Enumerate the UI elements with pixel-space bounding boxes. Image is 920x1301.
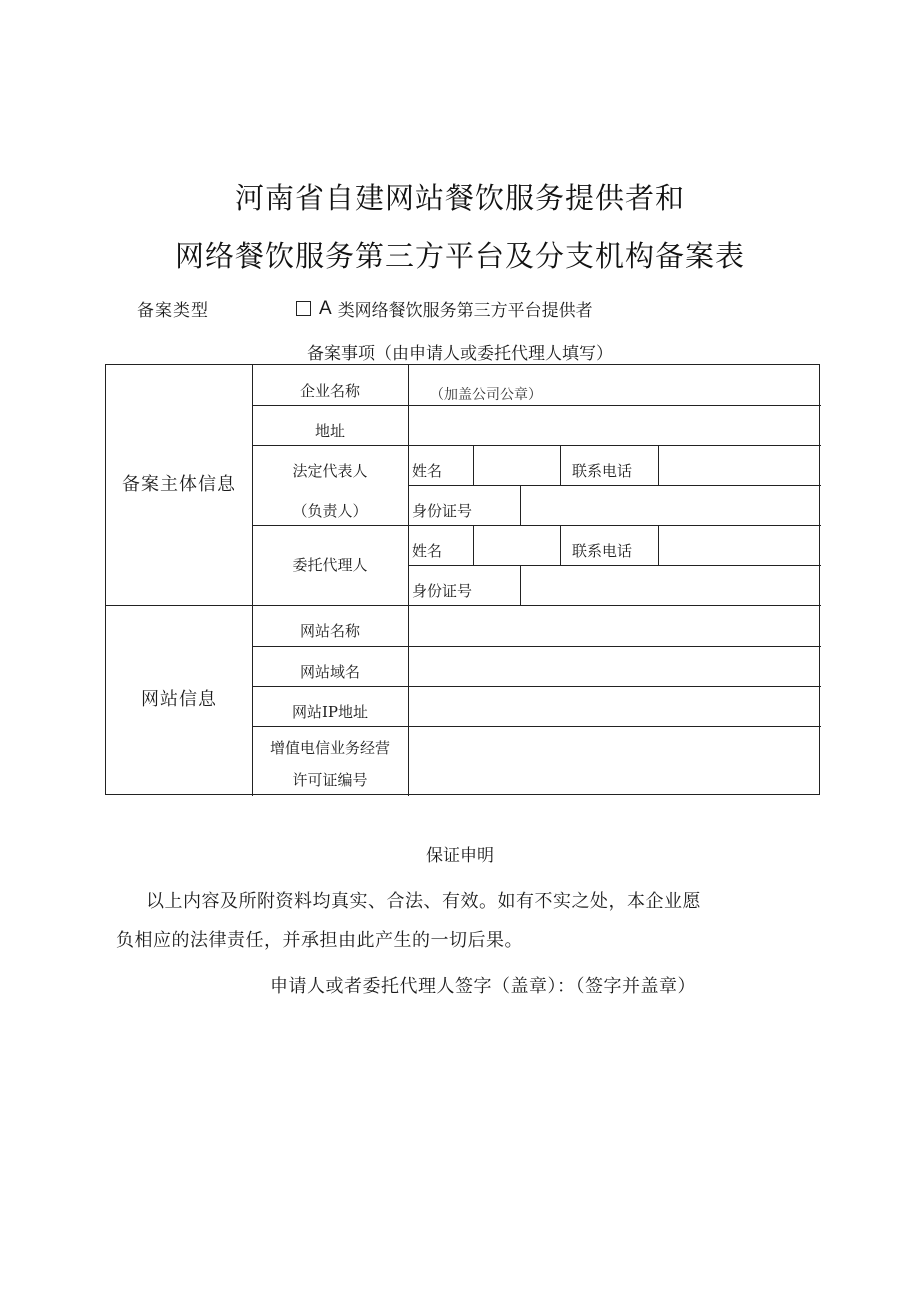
agent-id-label: 身份证号: [412, 582, 473, 600]
agent-phone-field[interactable]: [659, 526, 820, 564]
filing-table: [105, 364, 820, 795]
site-domain-label: 网站域名: [299, 663, 360, 681]
license-sublabel: 许可证编号: [292, 771, 368, 789]
filing-type-label: 备案类型: [137, 301, 209, 321]
agent-name-field[interactable]: [474, 526, 560, 564]
signature-line[interactable]: 申请人或者委托代理人签字（盖章）：（签字并盖章）: [270, 976, 696, 997]
agent-phone-label: 联系电话: [572, 542, 633, 560]
entity-info-group-label: 备案主体信息: [122, 474, 236, 495]
guarantee-text-line-1: 以上内容及所附资料均真实、合法、有效。如有不实之处，本企业愿: [146, 891, 701, 912]
legal-rep-name-label: 姓名: [412, 462, 443, 480]
filing-type-checkbox[interactable]: [296, 301, 311, 316]
guarantee-title: 保证申明: [426, 846, 494, 866]
address-label: 地址: [314, 422, 345, 440]
col-divider-phone-1: [560, 445, 561, 485]
guarantee-text-line-2: 负相应的法律责任，并承担由此产生的一切后果。: [116, 930, 523, 951]
agent-id-field[interactable]: [521, 566, 820, 604]
legal-rep-id-label: 身份证号: [412, 502, 473, 520]
legal-rep-phone-label: 联系电话: [572, 462, 633, 480]
legal-rep-name-field[interactable]: [474, 446, 560, 484]
page-title-line-2: 网络餐饮服务第三方平台及分支机构备案表: [174, 239, 745, 273]
col-divider-phone-2: [560, 525, 561, 565]
site-domain-field[interactable]: [409, 647, 820, 685]
company-name-field[interactable]: （加盖公司公章）: [430, 386, 542, 402]
legal-rep-sublabel: （负责人）: [292, 502, 368, 520]
site-name-field[interactable]: [409, 606, 820, 645]
page-title-line-1: 河南省自建网站餐饮服务提供者和: [234, 181, 685, 215]
license-label: 增值电信业务经营: [269, 739, 390, 757]
legal-rep-label: 法定代表人: [292, 462, 368, 480]
agent-name-label: 姓名: [412, 542, 443, 560]
site-ip-label: 网站IP地址: [291, 703, 369, 721]
legal-rep-phone-field[interactable]: [659, 446, 820, 484]
company-name-label: 企业名称: [299, 382, 360, 400]
filing-category-letter: A: [319, 297, 332, 319]
address-field[interactable]: [409, 406, 820, 444]
legal-rep-id-field[interactable]: [521, 486, 820, 524]
section-title: 备案事项（由申请人或委托代理人填写）: [307, 344, 613, 364]
filing-type-option[interactable]: [296, 296, 593, 321]
website-info-group-label: 网站信息: [141, 689, 217, 710]
license-number-field[interactable]: [409, 727, 820, 795]
filing-type-option-label: 类网络餐饮服务第三方平台提供者: [337, 301, 593, 321]
agent-label: 委托代理人: [292, 556, 368, 574]
site-ip-field[interactable]: [409, 687, 820, 725]
site-name-label: 网站名称: [299, 622, 360, 640]
